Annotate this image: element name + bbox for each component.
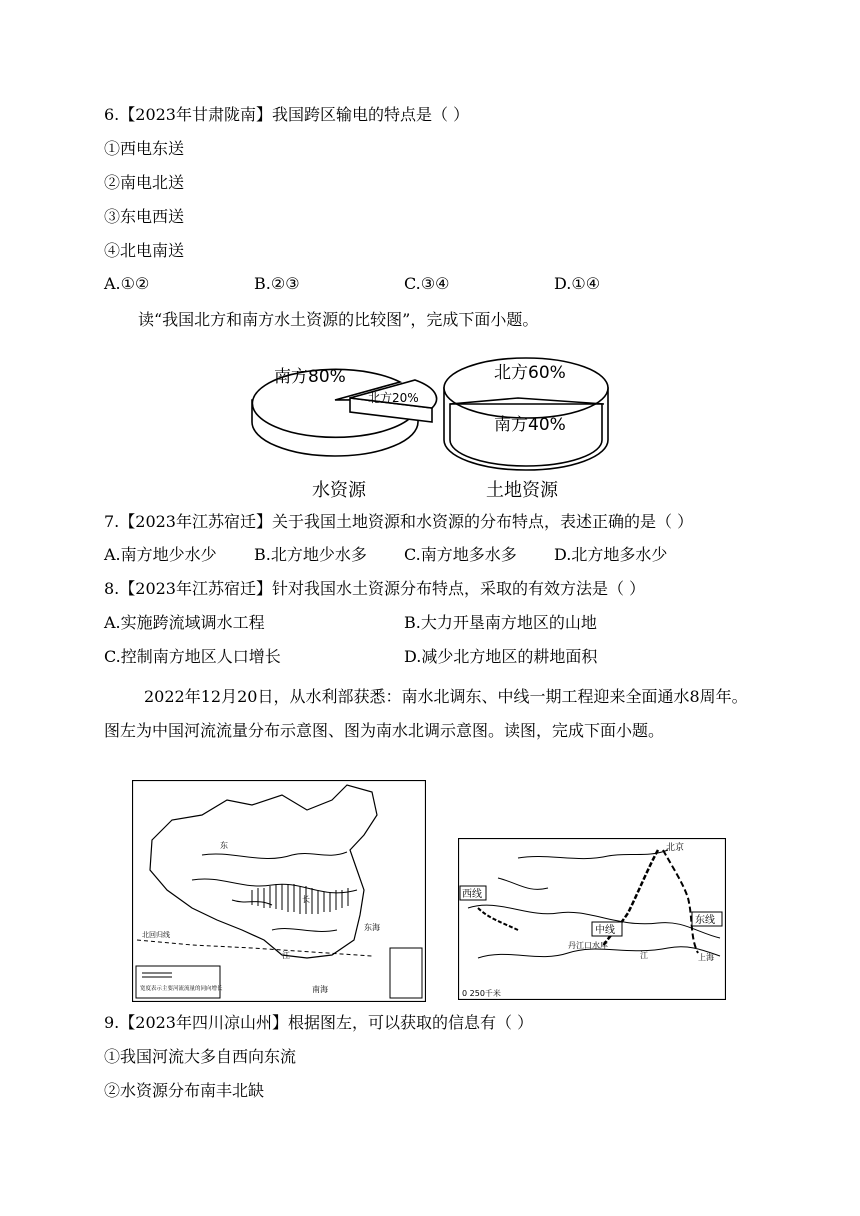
map-left-legend: 宽度表示主要河流流量的同向增长	[140, 986, 223, 992]
q7-option-a: A.南方地少水少	[104, 545, 217, 564]
q9-stem: 9.【2023年四川凉山州】根据图左，可以获取的信息有（ ）	[104, 1013, 534, 1032]
q8-option-c: C.控制南方地区人口增长	[104, 647, 281, 666]
water-diversion-map	[458, 838, 726, 1000]
q6-item-4: ④北电南送	[104, 241, 185, 260]
label-east-river: 东	[220, 841, 228, 850]
q7-option-d: D.北方地多水少	[554, 545, 668, 564]
q8-option-d: D.减少北方地区的耕地面积	[404, 647, 598, 666]
intro-pie: 读“我国北方和南方水土资源的比较图”，完成下面小题。	[138, 310, 539, 329]
label-west-route: 西线	[462, 889, 482, 900]
river-flow-map	[132, 780, 426, 1002]
land-top-label: 北方60%	[494, 363, 566, 383]
q7-option-c: C.南方地多水多	[404, 545, 517, 564]
scale-bar-label: 0 250千米	[462, 989, 501, 998]
water-big-label: 南方80%	[274, 367, 346, 387]
q6-stem: 6.【2023年甘肃陇南】我国跨区输电的特点是（ ）	[104, 105, 470, 124]
q7-stem: 7.【2023年江苏宿迁】关于我国土地资源和水资源的分布特点，表述正确的是（ ）	[104, 512, 694, 531]
q8-option-b: B.大力开垦南方地区的山地	[404, 613, 597, 632]
map-left-legend-box	[136, 966, 220, 998]
q9-item-2: ②水资源分布南丰北缺	[104, 1081, 265, 1100]
label-danjiangkou: 丹江口水库	[568, 941, 608, 950]
q8-option-a: A.实施跨流域调水工程	[104, 613, 265, 632]
label-shanghai: 上海	[698, 953, 714, 962]
land-caption: 土地资源	[486, 480, 558, 501]
label-east-sea: 东海	[364, 923, 380, 932]
intro-map: 2022年12月20日，从水利部获悉：南水北调东、中线一期工程迎来全面通水8周年。图左为中国河流流量分布示意图、图为南水北调示意图。读图，完成下面小题。	[104, 687, 748, 740]
q6-option-a: A.①②	[104, 274, 150, 293]
label-south-sea: 南海	[312, 985, 328, 994]
q6-option-b: B.②③	[254, 274, 300, 293]
water-small-label: 北方20%	[368, 391, 419, 405]
q9-item-1: ①我国河流大多自西向东流	[104, 1047, 297, 1066]
q7-option-b: B.北方地少水多	[254, 545, 367, 564]
label-middle-route: 中线	[595, 925, 615, 936]
q6-item-1: ①西电东送	[104, 139, 185, 158]
pie-figure	[240, 340, 620, 505]
label-beijing: 北京	[666, 843, 685, 853]
q6-option-d: D.①④	[554, 274, 601, 293]
q6-item-3: ③东电西送	[104, 207, 185, 226]
land-bottom-label: 南方40%	[494, 415, 566, 435]
q8-stem: 8.【2023年江苏宿迁】针对我国水土资源分布特点，采取的有效方法是（ ）	[104, 579, 646, 598]
label-east-route: 东线	[695, 915, 715, 926]
label-jiang-right: 江	[640, 951, 648, 960]
q6-item-2: ②南电北送	[104, 173, 185, 192]
label-jiang: 江	[282, 951, 290, 960]
south-sea-inset	[390, 948, 422, 998]
label-chang: 长	[302, 895, 310, 904]
water-caption: 水资源	[312, 480, 366, 501]
q6-option-c: C.③④	[404, 274, 450, 293]
label-tropic: 北回归线	[142, 931, 170, 939]
